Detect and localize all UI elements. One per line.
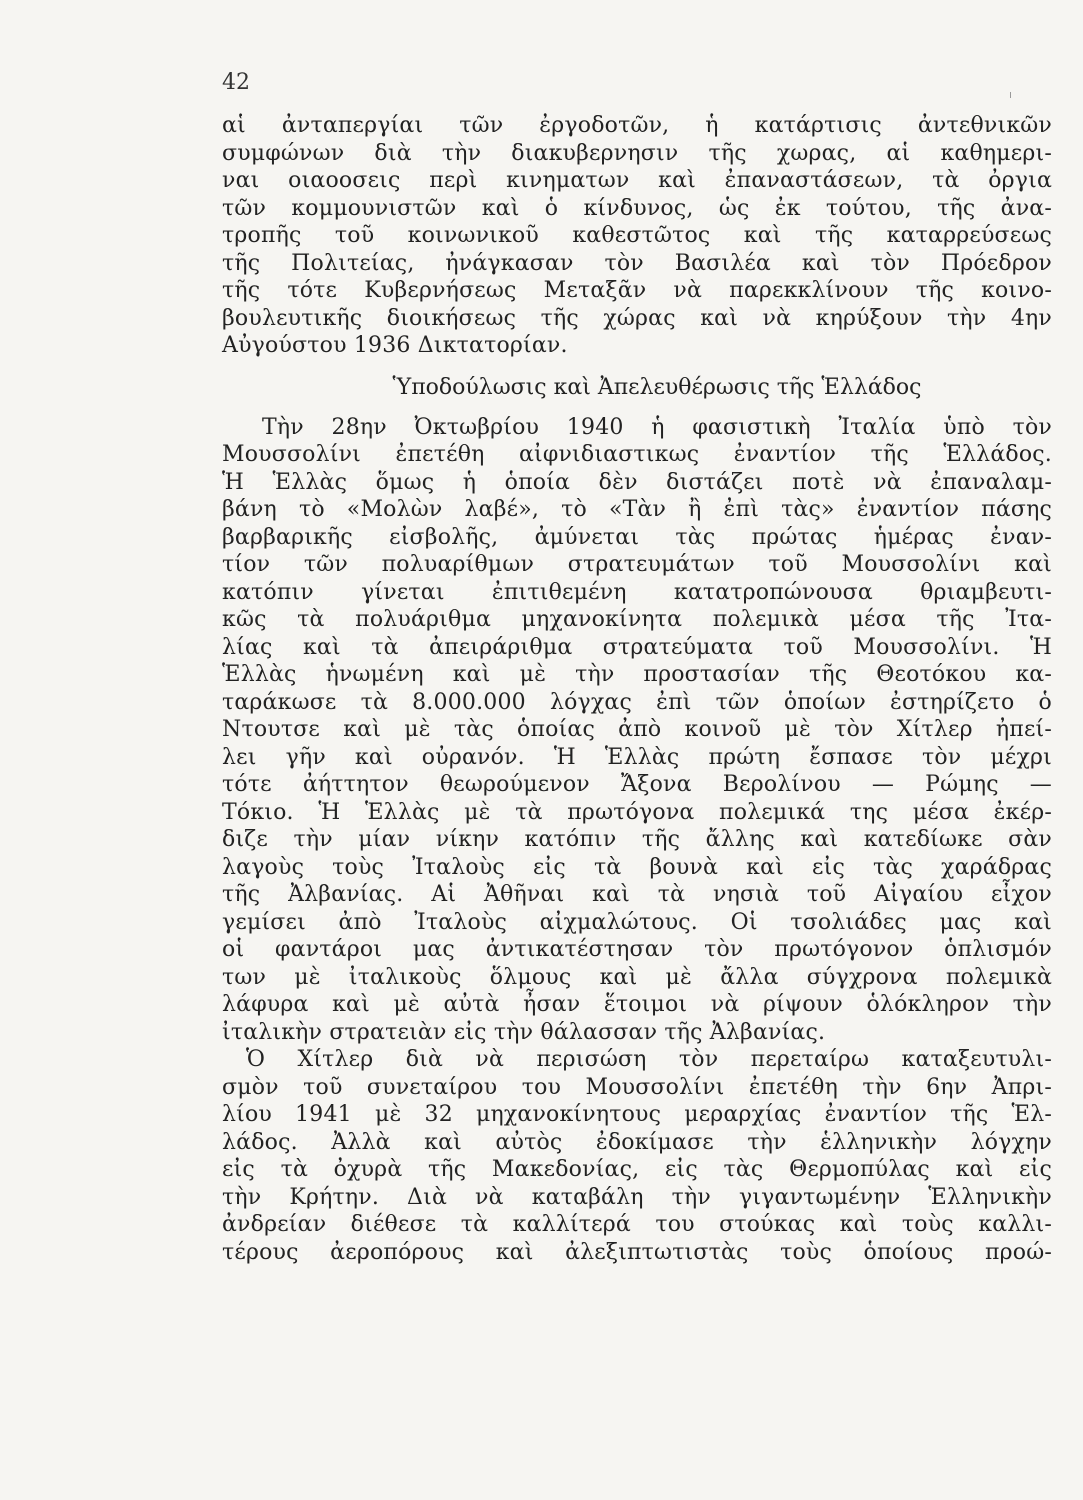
section-heading: Ὑποδούλωσις καὶ Ἀπελευθέρωσις τῆς Ἑλλάδος [392, 374, 922, 400]
text-line: σμὸν τοῦ συνεταίρου του Μουσσολίνι ἐπετέθη τὴν 6ην Ἀπρι- [222, 1074, 1052, 1100]
text-line: λίας καὶ τὰ ἀπειράριθμα στρατεύματα τοῦ Μουσσολίνι. Ἡ [222, 634, 1052, 660]
body-text [222, 112, 1052, 1266]
text-line: εἰς τὰ ὀχυρὰ τῆς Μακεδονίας, εἰς τὰς Θερμοπύλας καὶ εἰς [222, 1157, 1052, 1182]
text-line: ἀνδρείαν διέθεσε τὰ καλλίτερά του στούκας καὶ τοὺς καλλι- [222, 1212, 1052, 1237]
text-line: λάδος. Ἀλλὰ καὶ αὐτὸς ἐδοκίμασε τὴν ἑλληνικὴν λόγχην [222, 1129, 1052, 1155]
text-line: Ἡ Ἑλλὰς ὅμως ἡ ὁποία δὲν διστάζει ποτὲ νὰ ἐπαναλαμ- [222, 469, 1052, 495]
text-line: ἰταλικὴν στρατειὰν εἰς τὴν θάλασσαν τῆς Ἀλβανίας. [222, 1019, 826, 1045]
text-line: λαγοὺς τοὺς Ἰταλοὺς εἰς τὰ βουνὰ καὶ εἰς τὰς χαράδρας [222, 854, 1052, 880]
text-line: βουλευτικῆς διοικήσεως τῆς χώρας καὶ νὰ κηρύξουν τὴν 4ην [222, 305, 1052, 331]
text-line: λάφυρα καὶ μὲ αὐτὰ ἦσαν ἕτοιμοι νὰ ρίψουν ὁλόκληρον τὴν [222, 992, 1052, 1017]
text-line: τίον τῶν πολυαρίθμων στρατευμάτων τοῦ Μουσσολίνι καὶ [222, 552, 1052, 577]
text-line: τέρους ἀεροπόρους καὶ ἀλεξιπτωτιστὰς τοὺς ὁποίους προώ- [222, 1239, 1052, 1265]
paragraph [222, 414, 1052, 1047]
paragraph [222, 112, 1052, 360]
text-line: ναι οιαοοσεις περὶ κινηματων καὶ ἐπαναστάσεων, τὰ ὀργια [222, 168, 1052, 193]
text-line: κατόπιν γίνεται ἐπιτιθεμένη κατατροπώνουσα θριαμβευτι- [222, 579, 1052, 605]
text-line: βαρβαρικῆς εἰσβολῆς, ἀμύνεται τὰς πρώτας ἡμέρας ἐναν- [222, 524, 1052, 550]
text-line: Αὐγούστου 1936 Δικτατορίαν. [222, 333, 568, 358]
page-speck [1010, 92, 1015, 98]
text-line: διζε τὴν μίαν νίκην κατόπιν τῆς ἄλλης καὶ κατεδίωκε σὰν [222, 827, 1052, 852]
text-line: των μὲ ἰταλικοὺς ὅλμους καὶ μὲ ἄλλα σύγχρονα πολεμικὰ [222, 964, 1052, 990]
text-line: αἱ ἀνταπεργίαι τῶν ἐργοδοτῶν, ἡ κατάρτισις ἀντεθνικῶν [222, 113, 1052, 138]
text-line: Μουσσολίνι ἐπετέθη αἰφνιδιαστικως ἐναντίον τῆς Ἑλλάδος. [222, 442, 1052, 467]
text-line: Τὴν 28ην Ὀκτωβρίου 1940 ἡ φασιστικὴ Ἰταλία ὑπὸ τὸν [262, 414, 1052, 440]
text-line: ταράκωσε τὰ 8.000.000 λόγχας ἐπὶ τῶν ὁποίων ἐστηρίζετο ὁ [222, 689, 1052, 715]
text-line: τῶν κομμουνιστῶν καὶ ὁ κίνδυνος, ὡς ἐκ τούτου, τῆς ἀνα- [222, 195, 1052, 221]
text-line: Ντουτσε καὶ μὲ τὰς ὁποίας ἀπὸ κοινοῦ μὲ τὸν Χίτλερ ἠπεί- [222, 717, 1052, 742]
text-line: λει γῆν καὶ οὐρανόν. Ἡ Ἑλλὰς πρώτη ἔσπασε τὸν μέχρι [222, 744, 1052, 770]
text-line: τῆς Πολιτείας, ἠνάγκασαν τὸν Βασιλέα καὶ τὸν Πρόεδρον [222, 250, 1052, 276]
text-line: τῆς τότε Κυβερνήσεως Μεταξᾶν νὰ παρεκκλίνουν τῆς κοινο- [222, 278, 1052, 303]
text-line: τότε ἀήττητον θεωρούμενον Ἄξονα Βερολίνου — Ρώμης — [222, 772, 1052, 797]
text-line: Ἑλλὰς ἡνωμένη καὶ μὲ τὴν προστασίαν τῆς Θεοτόκου κα- [222, 662, 1052, 687]
text-line: γεμίσει ἀπὸ Ἰταλοὺς αἰχμαλώτους. Οἱ τσολιάδες μας καὶ [222, 909, 1052, 935]
text-line: συμφώνων διὰ τὴν διακυβερνησιν τῆς χωρας, αἱ καθημερι- [222, 140, 1052, 166]
paragraph [222, 1046, 1052, 1266]
text-line: κῶς τὰ πολυάριθμα μηχανοκίνητα πολεμικὰ μέσα τῆς Ἰτα- [222, 607, 1052, 632]
text-line: λίου 1941 μὲ 32 μηχανοκίνητους μεραρχίας ἐναντίον τῆς Ἑλ- [222, 1102, 1052, 1127]
text-line: Ὁ Χίτλερ διὰ νὰ περισώση τὸν περεταίρω καταξευτυλι- [246, 1047, 1052, 1072]
text-line: τροπῆς τοῦ κοινωνικοῦ καθεστῶτος καὶ τῆς καταρρεύσεως [222, 223, 1052, 248]
text-line: Τόκιο. Ἡ Ἑλλὰς μὲ τὰ πρωτόγονα πολεμικά της μέσα ἐκέρ- [222, 799, 1052, 825]
text-line: βάνη τὸ «Μολὼν λαβέ», τὸ «Τὰν ἢ ἐπὶ τὰς» ἐναντίον πάσης [222, 497, 1052, 522]
text-line: τὴν Κρήτην. Διὰ νὰ καταβάλη τὴν γιγαντωμένην Ἑλληνικὴν [222, 1184, 1052, 1210]
text-line: οἱ φαντάροι μας ἀντικατέστησαν τὸν πρωτόγονον ὁπλισμόν [222, 937, 1052, 962]
page-number: 42 [222, 70, 250, 95]
text-line: τῆς Ἀλβανίας. Αἱ Ἀθῆναι καὶ τὰ νησιὰ τοῦ Αἰγαίου εἶχον [222, 882, 1052, 907]
